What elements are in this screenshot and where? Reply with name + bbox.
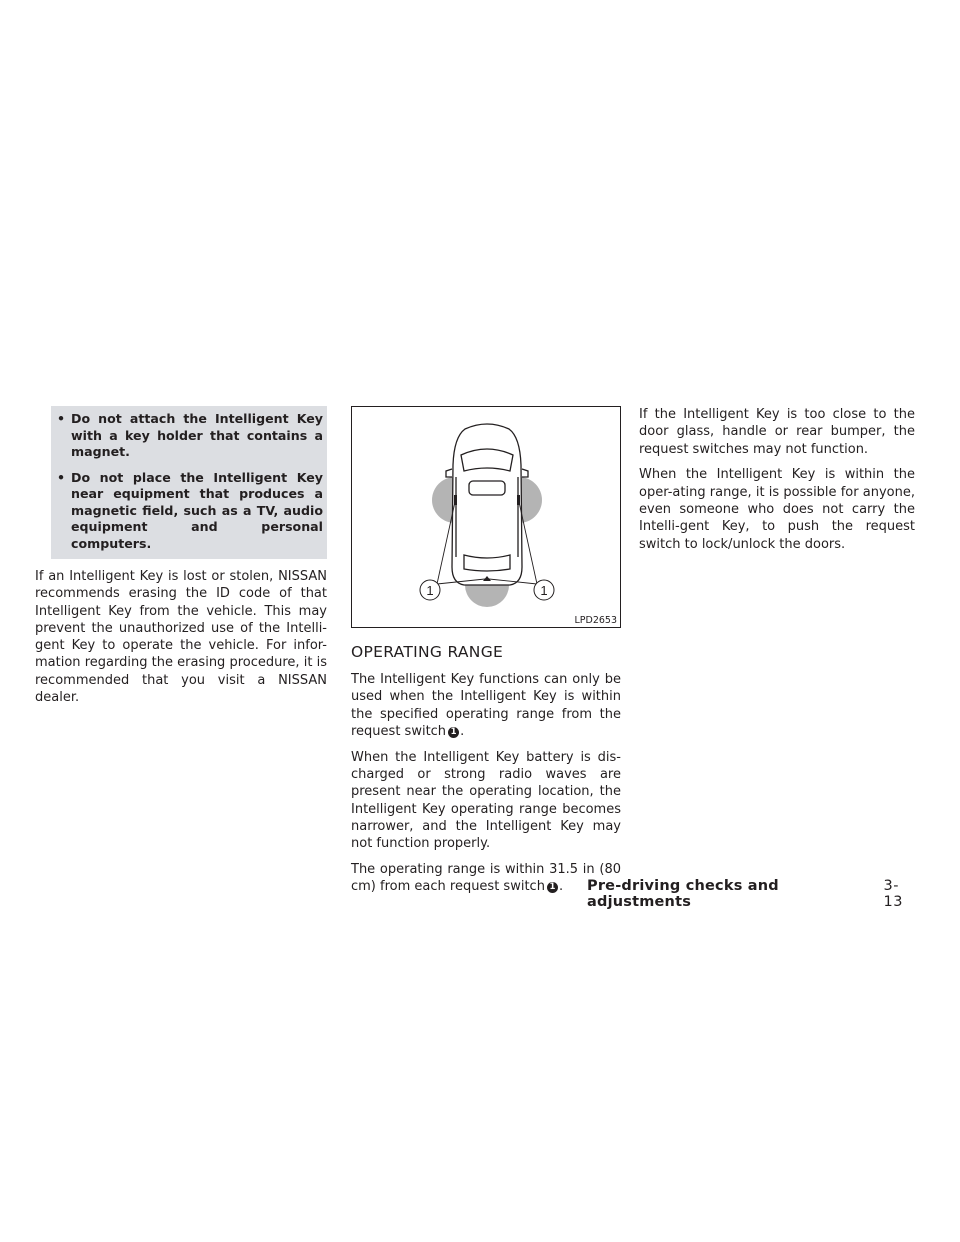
warning-text: Do not place the Intelligent Key near equipment that produces a magnetic field, such as a TV, audio equipment and personal computers. xyxy=(71,469,323,551)
callout-right-label: 1 xyxy=(540,583,548,598)
too-close-paragraph: If the Intelligent Key is too close to the door glass, handle or rear bumper, the request switches may not function. xyxy=(639,407,915,457)
left-column xyxy=(35,406,327,715)
right-column xyxy=(639,406,915,561)
vehicle-top-view-illustration xyxy=(352,407,622,629)
lost-key-paragraph: If an Intelligent Key is lost or stolen, NISSAN recommends erasing the ID code of that Intelligent Key from the vehicle. This may prevent the unauthorized use of the Intelli-gent Key to operate the vehicle. For infor-mation regarding the erasing procedure, it is recommended that you visit a NISSAN dealer. xyxy=(35,569,327,706)
page-number: 3-13 xyxy=(883,878,903,910)
footer-section-title: Pre-driving checks and adjustments xyxy=(587,878,779,910)
bullet-icon: • xyxy=(57,469,66,485)
warning-box xyxy=(51,406,327,559)
operating-range-figure xyxy=(351,406,621,628)
operating-range-paragraph-3: The operating range is within 31.5 in (80 cm) from each request switch 1 . xyxy=(351,861,621,895)
callout-number-icon: 1 xyxy=(547,882,558,893)
warning-item xyxy=(57,470,323,553)
section-heading: OPERATING RANGE xyxy=(351,643,504,661)
operating-range-paragraph-2: When the Intelligent Key battery is dis-charged or strong radio waves are present near the operating location, the Intelligent Key operating range becomes narrower, and the Intelligent Key may not function properly. xyxy=(351,749,621,852)
callout-number-icon: 1 xyxy=(448,727,459,738)
callout-left-label: 1 xyxy=(426,583,434,598)
warning-text: Do not attach the Intelligent Key with a key holder that contains a magnet. xyxy=(71,411,323,459)
bullet-icon: • xyxy=(57,411,66,426)
operating-range-paragraph-1: The Intelligent Key functions can only be used when the Intelligent Key is within the specified operating range from the request switch 1 . xyxy=(351,672,621,739)
within-range-paragraph: When the Intelligent Key is within the oper-ating range, it is possible for anyone, even someone who does not carry the Intelli-gent Key, to push the request switch to lock/unlock the doors. xyxy=(639,467,915,552)
warning-item xyxy=(57,411,323,461)
middle-column xyxy=(351,406,621,904)
vehicle-outline xyxy=(446,424,528,585)
figure-id: LPD2653 xyxy=(574,615,617,626)
page-footer xyxy=(587,878,917,910)
